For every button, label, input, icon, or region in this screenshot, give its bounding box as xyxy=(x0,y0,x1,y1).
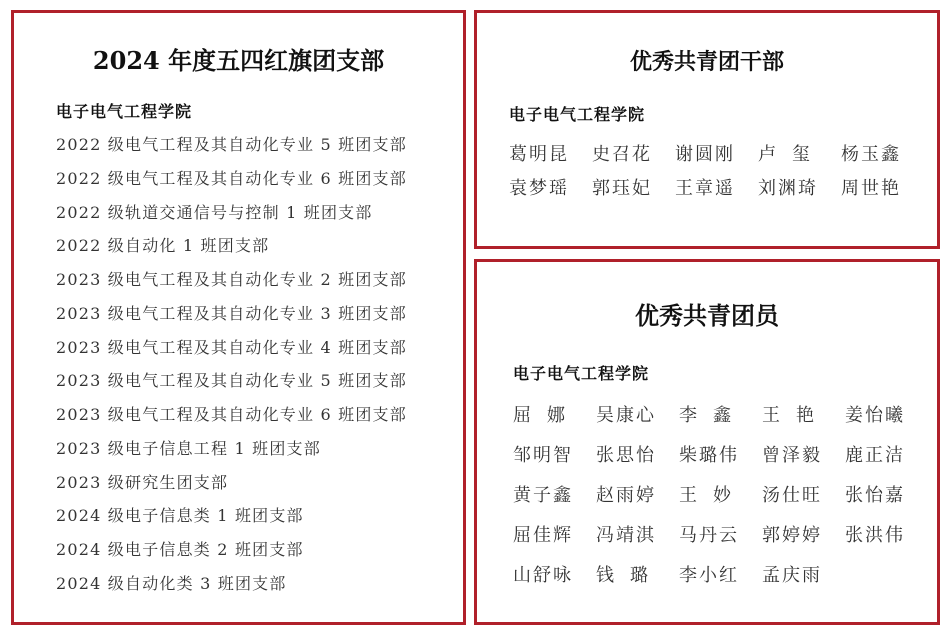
name-item: 李小红 xyxy=(679,565,739,586)
name-item: 王艳 xyxy=(762,405,830,426)
name-item: 山舒咏 xyxy=(513,565,573,586)
list-item: 2024 级自动化类 3 班团支部 xyxy=(56,573,287,593)
outstanding-members-panel xyxy=(474,259,940,625)
name-item: 李鑫 xyxy=(679,405,747,426)
list-item: 2023 级电气工程及其自动化专业 4 班团支部 xyxy=(56,337,407,357)
branch-list xyxy=(56,132,407,605)
name-item: 曾泽毅 xyxy=(762,445,822,466)
list-item: 2022 级电气工程及其自动化专业 5 班团支部 xyxy=(56,135,407,154)
name-item: 王章遥 xyxy=(675,178,735,199)
name-item: 马丹云 xyxy=(679,525,739,546)
name-item: 钱璐 xyxy=(596,565,664,586)
name-item: 张怡嘉 xyxy=(845,485,905,506)
list-item: 2022 级电气工程及其自动化专业 6 班团支部 xyxy=(56,168,407,188)
name-item: 葛明昆 xyxy=(509,144,569,165)
name-item: 屈娜 xyxy=(513,405,581,426)
name-item: 张思怡 xyxy=(596,445,656,466)
name-item: 汤仕旺 xyxy=(762,485,822,506)
name-item: 袁梦瑶 xyxy=(509,178,569,199)
name-item: 黄子鑫 xyxy=(513,485,573,506)
name-item: 周世艳 xyxy=(841,178,901,199)
name-item: 谢圆刚 xyxy=(675,144,735,165)
name-item: 史召花 xyxy=(592,144,652,165)
list-item: 2023 级电子信息工程 1 班团支部 xyxy=(56,438,321,458)
list-item: 2024 级电子信息类 1 班团支部 xyxy=(56,506,304,526)
list-item: 2023 级电气工程及其自动化专业 3 班团支部 xyxy=(56,303,407,323)
list-item: 2022 级自动化 1 班团支部 xyxy=(56,236,270,256)
name-item: 吴康心 xyxy=(596,405,656,426)
members-name-grid xyxy=(513,401,928,601)
name-item: 刘渊琦 xyxy=(758,178,818,199)
name-item: 姜怡曦 xyxy=(845,405,905,426)
red-flag-branches-panel xyxy=(11,10,466,625)
members-title: 优秀共青团员 xyxy=(635,301,779,330)
name-item: 杨玉鑫 xyxy=(841,144,901,165)
name-item: 柴璐伟 xyxy=(679,445,739,466)
name-item: 卢玺 xyxy=(758,144,826,165)
name-item: 邹明智 xyxy=(513,445,573,466)
members-college-heading: 电子电气工程学院 xyxy=(513,364,650,383)
name-item: 孟庆雨 xyxy=(762,565,822,586)
name-item: 张洪伟 xyxy=(845,525,905,546)
cadres-title: 优秀共青团干部 xyxy=(629,49,784,75)
cadres-college-heading: 电子电气工程学院 xyxy=(509,105,646,124)
list-item: 2023 级电气工程及其自动化专业 5 班团支部 xyxy=(56,371,407,391)
branches-college-heading: 电子电气工程学院 xyxy=(56,102,193,121)
name-item: 郭婷婷 xyxy=(762,525,822,546)
name-item: 王妙 xyxy=(679,485,747,506)
branches-title: 2024 年度五四红旗团支部 xyxy=(92,46,385,75)
name-item: 郭珏妃 xyxy=(592,178,652,199)
name-item: 冯靖淇 xyxy=(596,525,656,546)
name-item: 屈佳辉 xyxy=(513,525,573,546)
list-item: 2023 级电气工程及其自动化专业 2 班团支部 xyxy=(56,270,407,289)
outstanding-cadres-panel xyxy=(474,10,940,249)
list-item: 2023 级研究生团支部 xyxy=(56,472,229,492)
name-item: 赵雨婷 xyxy=(596,485,656,506)
list-item: 2022 级轨道交通信号与控制 1 班团支部 xyxy=(56,202,373,222)
name-item: 鹿正洁 xyxy=(845,445,905,466)
list-item: 2024 级电子信息类 2 班团支部 xyxy=(56,540,304,559)
cadres-name-grid xyxy=(509,140,924,208)
list-item: 2023 级电气工程及其自动化专业 6 班团支部 xyxy=(56,405,407,424)
